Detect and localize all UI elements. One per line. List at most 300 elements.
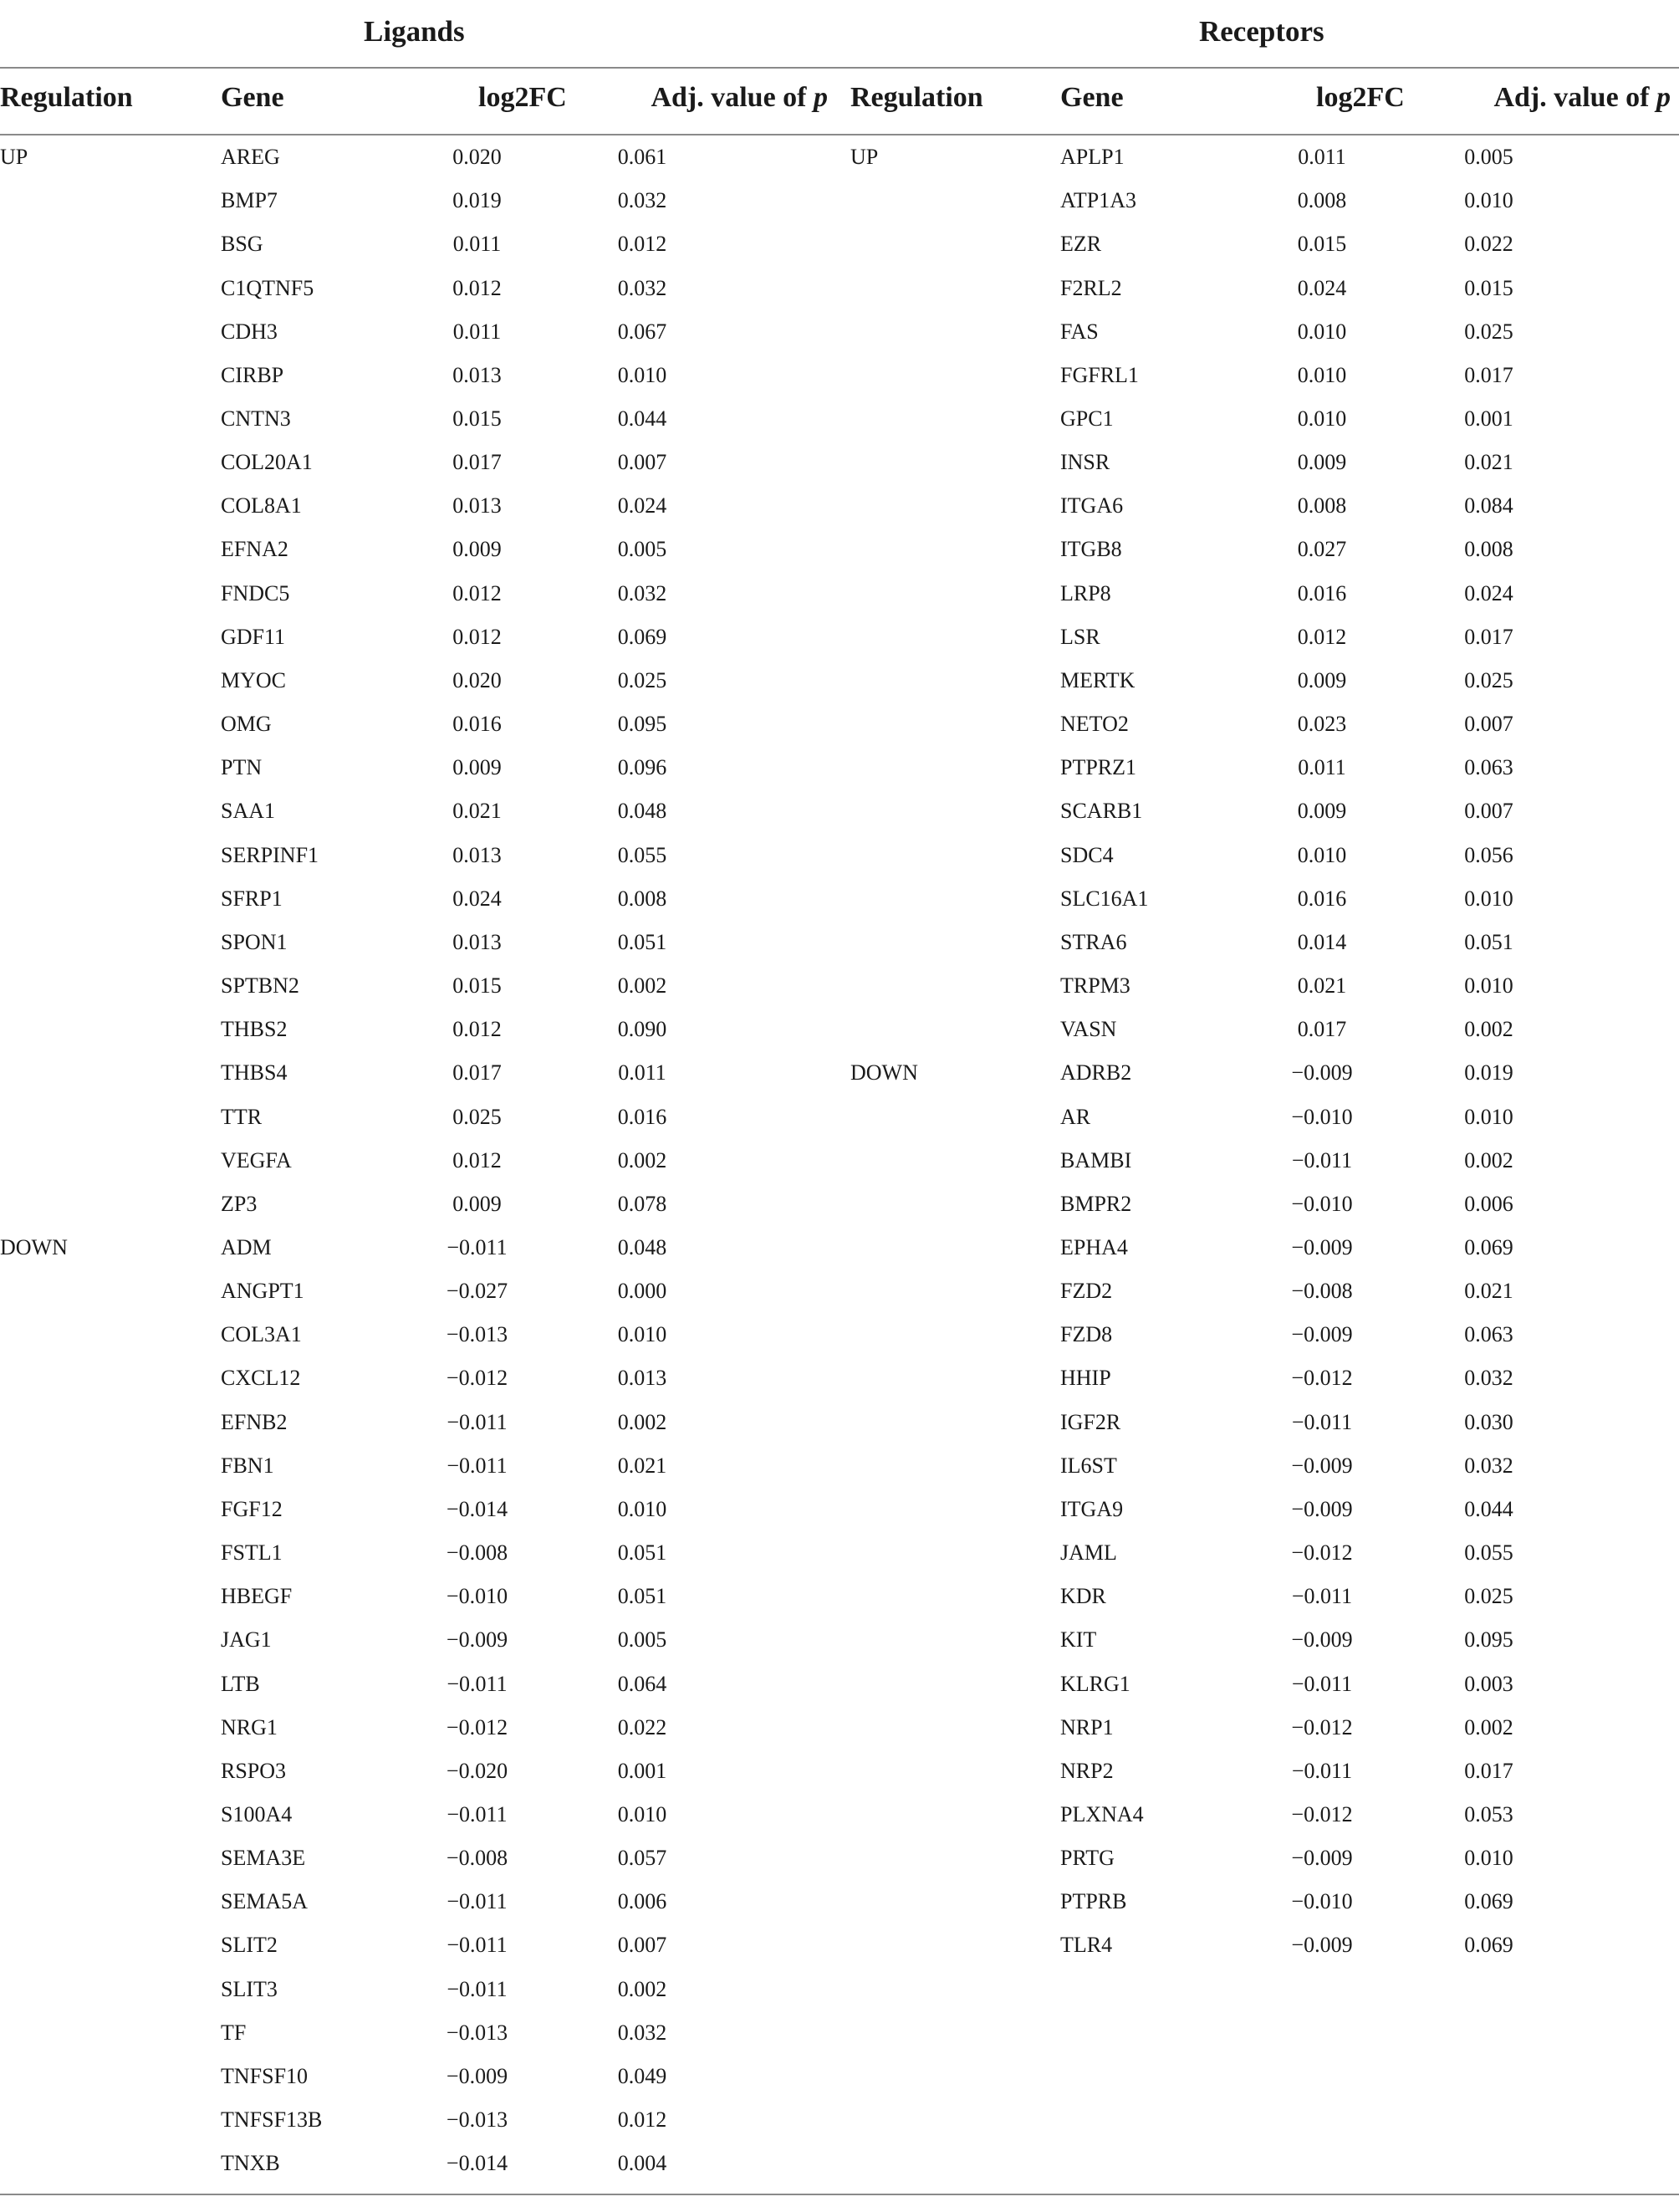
- receptors-gene-cell: GPC1: [1060, 406, 1114, 432]
- receptors-gene-cell: IL6ST: [1060, 1453, 1117, 1478]
- receptors-log2fc-cell: 0.009: [1297, 799, 1347, 824]
- receptors-log2fc-cell: −0.009: [1291, 1453, 1353, 1478]
- ligands-regulation-cell: UP: [0, 145, 28, 170]
- receptors-adj-p-cell: 0.084: [1464, 493, 1513, 519]
- ligands-adj-p-cell: 0.022: [617, 1714, 667, 1739]
- receptors-regulation-cell: [850, 1531, 1060, 1575]
- receptors-adj-p-cell: 0.003: [1464, 1671, 1513, 1696]
- column-gap: [747, 572, 850, 616]
- table-row: [0, 484, 1593, 528]
- receptors-adj-p-cell: 0.017: [1464, 362, 1513, 387]
- receptors-gene-cell: INSR: [1060, 450, 1110, 475]
- receptors-regulation-cell: [850, 572, 1060, 616]
- ligands-adj-p-cell: 0.005: [617, 1627, 667, 1653]
- receptors-gene-cell: BMPR2: [1060, 1191, 1132, 1216]
- ligands-regulation-cell: [0, 1662, 221, 1705]
- adj-p-label: Adj. value of: [651, 82, 807, 113]
- ligands-gene-cell: FGF12: [221, 1496, 283, 1521]
- receptors-regulation-cell: [850, 1488, 1060, 1531]
- ligands-regulation-cell: [0, 1444, 221, 1488]
- receptors-regulation-cell: [850, 1401, 1060, 1444]
- receptors-regulation-cell: [850, 1095, 1060, 1138]
- receptors-gene-cell: PTPRZ1: [1060, 755, 1137, 780]
- ligands-adj-p-cell: 0.010: [617, 1496, 667, 1521]
- ligands-gene-cell: BSG: [221, 232, 263, 257]
- receptors-gene-cell: SLC16A1: [1060, 886, 1149, 911]
- receptors-regulation-cell: [850, 877, 1060, 921]
- receptors-gene-cell: AR: [1060, 1104, 1091, 1129]
- ligands-regulation-cell: [0, 1837, 221, 1880]
- table-row: [0, 441, 1593, 484]
- ligands-log2fc-cell: 0.021: [452, 799, 502, 824]
- receptors-regulation-cell: [850, 1313, 1060, 1356]
- receptors-adj-p-cell: 0.024: [1464, 580, 1513, 605]
- receptors-adj-p-cell: 0.063: [1464, 1322, 1513, 1347]
- ligands-log2fc-cell: 0.013: [452, 493, 502, 519]
- receptors-gene-cell: STRA6: [1060, 929, 1127, 954]
- receptors-adj-p-cell: 0.069: [1464, 1234, 1513, 1259]
- receptors-log2fc-cell: −0.010: [1291, 1889, 1353, 1914]
- ligands-log2fc-cell: −0.011: [447, 1234, 508, 1259]
- ligands-regulation-cell: [0, 1051, 221, 1095]
- receptors-log2fc-cell: −0.010: [1291, 1104, 1353, 1129]
- table-row: [0, 266, 1593, 309]
- receptors-log2fc-cell: −0.008: [1291, 1279, 1353, 1304]
- ligands-log2fc-cell: 0.015: [452, 973, 502, 999]
- receptors-regulation-cell: [850, 1923, 1060, 1967]
- receptors-gene-cell: NETO2: [1060, 712, 1129, 737]
- receptors-adj-p-cell: 0.008: [1464, 537, 1513, 562]
- column-gap: [747, 746, 850, 789]
- receptors-regulation-cell: [850, 746, 1060, 789]
- ligands-gene-cell: COL8A1: [221, 493, 302, 519]
- ligands-adj-p-cell: 0.016: [617, 1104, 667, 1129]
- receptors-log2fc-cell: −0.012: [1291, 1802, 1353, 1827]
- col-header-gene-receptors: Gene: [1060, 82, 1124, 113]
- ligands-gene-cell: TNFSF10: [221, 2063, 309, 2088]
- receptors-adj-p-cell: 0.032: [1464, 1366, 1513, 1391]
- receptors-gene-cell: EZR: [1060, 232, 1102, 257]
- ligands-adj-p-cell: 0.012: [617, 232, 667, 257]
- receptors-log2fc-cell: 0.008: [1297, 188, 1347, 213]
- col-header-regulation-ligands: Regulation: [0, 82, 133, 113]
- table-row: [0, 1923, 1593, 1967]
- receptors-log2fc-cell: 0.024: [1297, 275, 1347, 300]
- receptors-gene-cell: KLRG1: [1060, 1671, 1130, 1696]
- ligands-adj-p-cell: 0.048: [617, 1234, 667, 1259]
- column-gap: [747, 1968, 850, 2011]
- receptors-regulation-cell: DOWN: [850, 1060, 918, 1086]
- ligands-adj-p-cell: 0.012: [617, 2107, 667, 2133]
- ligands-regulation-cell: [0, 1793, 221, 1837]
- receptors-regulation-cell: [850, 2142, 1060, 2185]
- receptors-adj-p-cell: [1385, 2055, 1593, 2098]
- ligands-regulation-cell: [0, 1488, 221, 1531]
- ligands-log2fc-cell: −0.012: [446, 1714, 508, 1739]
- column-gap: [747, 1793, 850, 1837]
- table-row: [0, 1401, 1593, 1444]
- ligands-gene-cell: TNFSF13B: [221, 2107, 323, 2133]
- receptors-gene-cell: TRPM3: [1060, 973, 1130, 999]
- ligands-regulation-cell: [0, 2055, 221, 2098]
- table-row: [0, 1095, 1593, 1138]
- receptors-regulation-cell: UP: [850, 145, 879, 170]
- receptors-regulation-cell: [850, 1750, 1060, 1793]
- ligands-log2fc-cell: 0.009: [452, 1191, 502, 1216]
- column-gap: [747, 1401, 850, 1444]
- receptors-log2fc-cell: 0.011: [1298, 755, 1346, 780]
- receptors-adj-p-cell: 0.010: [1464, 1104, 1513, 1129]
- receptors-adj-p-cell: 0.002: [1464, 1147, 1513, 1172]
- ligands-regulation-cell: [0, 2011, 221, 2055]
- ligands-regulation-cell: [0, 1183, 221, 1226]
- receptors-log2fc-cell: −0.012: [1291, 1366, 1353, 1391]
- receptors-adj-p-cell: 0.010: [1464, 973, 1513, 999]
- col-header-adj-p-receptors: [1493, 82, 1671, 114]
- receptors-regulation-cell: [850, 2011, 1060, 2055]
- ligands-adj-p-cell: 0.002: [617, 973, 667, 999]
- ligands-adj-p-cell: 0.061: [617, 145, 667, 170]
- table-row: [0, 1750, 1593, 1793]
- col-header-log2fc-ligands: log2FC: [478, 82, 567, 113]
- receptors-gene-cell: [1060, 2011, 1259, 2055]
- ligands-gene-cell: CXCL12: [221, 1366, 301, 1391]
- receptors-regulation-cell: [850, 179, 1060, 222]
- ligands-regulation-cell: [0, 1531, 221, 1575]
- receptors-adj-p-cell: 0.015: [1464, 275, 1513, 300]
- table-row: [0, 1356, 1593, 1400]
- table-row: [0, 1968, 1593, 2011]
- column-gap: [747, 1095, 850, 1138]
- column-gap: [747, 1923, 850, 1967]
- column-gap: [747, 1531, 850, 1575]
- ligands-log2fc-cell: 0.012: [452, 580, 502, 605]
- receptors-log2fc-cell: −0.009: [1291, 1322, 1353, 1347]
- ligands-gene-cell: C1QTNF5: [221, 275, 314, 300]
- ligands-regulation-cell: [0, 964, 221, 1008]
- ligands-regulation-cell: [0, 616, 221, 659]
- receptors-gene-cell: SDC4: [1060, 842, 1114, 867]
- column-gap: [747, 921, 850, 964]
- ligands-log2fc-cell: 0.013: [452, 842, 502, 867]
- top-rule: [0, 67, 1679, 69]
- ligands-gene-cell: FNDC5: [221, 580, 290, 605]
- receptors-log2fc-cell: [1259, 1968, 1385, 2011]
- ligands-regulation-cell: [0, 266, 221, 309]
- table-row: [0, 1139, 1593, 1183]
- column-gap: [747, 2098, 850, 2142]
- ligands-regulation-cell: [0, 528, 221, 571]
- receptors-regulation-cell: [850, 1706, 1060, 1750]
- table-row: [0, 2011, 1593, 2055]
- column-gap: [747, 2011, 850, 2055]
- ligands-adj-p-cell: 0.032: [617, 2020, 667, 2045]
- ligands-log2fc-cell: −0.010: [446, 1584, 508, 1609]
- column-gap: [747, 1662, 850, 1705]
- receptors-gene-cell: ITGA9: [1060, 1496, 1124, 1521]
- ligands-adj-p-cell: 0.007: [617, 450, 667, 475]
- ligands-gene-cell: LTB: [221, 1671, 260, 1696]
- table-row: [0, 789, 1593, 833]
- receptors-log2fc-cell: 0.027: [1297, 537, 1347, 562]
- ligands-gene-cell: GDF11: [221, 624, 286, 649]
- gene-table: [0, 135, 1593, 2185]
- receptors-log2fc-cell: 0.010: [1297, 319, 1347, 344]
- ligands-log2fc-cell: 0.017: [452, 450, 502, 475]
- ligands-regulation-cell: [0, 1139, 221, 1183]
- ligands-regulation-cell: [0, 310, 221, 354]
- ligands-log2fc-cell: 0.020: [452, 667, 502, 692]
- ligands-gene-cell: TTR: [221, 1104, 263, 1129]
- ligands-regulation-cell: [0, 1269, 221, 1313]
- ligands-log2fc-cell: −0.014: [446, 2151, 508, 2176]
- ligands-adj-p-cell: 0.069: [617, 624, 667, 649]
- receptors-log2fc-cell: −0.012: [1291, 1540, 1353, 1566]
- receptors-gene-cell: LRP8: [1060, 580, 1111, 605]
- receptors-gene-cell: MERTK: [1060, 667, 1135, 692]
- ligands-log2fc-cell: −0.013: [446, 2020, 508, 2045]
- ligands-adj-p-cell: 0.057: [617, 1846, 667, 1871]
- column-gap: [747, 484, 850, 528]
- table-row: [0, 834, 1593, 877]
- receptors-log2fc-cell: 0.012: [1297, 624, 1347, 649]
- column-gap: [747, 1008, 850, 1051]
- receptors-adj-p-cell: 0.001: [1464, 406, 1513, 432]
- table-row: [0, 1444, 1593, 1488]
- ligands-regulation-cell: [0, 921, 221, 964]
- receptors-log2fc-cell: 0.010: [1297, 842, 1347, 867]
- ligands-adj-p-cell: 0.006: [617, 1889, 667, 1914]
- ligands-gene-cell: ADM: [221, 1234, 272, 1259]
- ligands-log2fc-cell: −0.011: [447, 1933, 508, 1958]
- column-gap: [747, 1269, 850, 1313]
- ligands-gene-cell: SEMA5A: [221, 1889, 309, 1914]
- table-row: [0, 1051, 1593, 1095]
- receptors-log2fc-cell: 0.010: [1297, 362, 1347, 387]
- col-header-gene-ligands: Gene: [221, 82, 284, 113]
- table-row: [0, 746, 1593, 789]
- table-row: [0, 135, 1593, 179]
- receptors-adj-p-cell: [1385, 2142, 1593, 2185]
- column-gap: [747, 834, 850, 877]
- ligands-gene-cell: VEGFA: [221, 1147, 292, 1172]
- receptors-log2fc-cell: 0.017: [1297, 1017, 1347, 1042]
- receptors-regulation-cell: [850, 2055, 1060, 2098]
- receptors-gene-cell: VASN: [1060, 1017, 1117, 1042]
- ligands-gene-cell: TNXB: [221, 2151, 280, 2176]
- ligands-gene-cell: SERPINF1: [221, 842, 319, 867]
- ligands-log2fc-cell: −0.011: [447, 1453, 508, 1478]
- receptors-log2fc-cell: 0.016: [1297, 580, 1347, 605]
- receptors-log2fc-cell: 0.008: [1297, 493, 1347, 519]
- ligands-log2fc-cell: 0.024: [452, 886, 502, 911]
- ligands-log2fc-cell: −0.020: [446, 1758, 508, 1783]
- receptors-log2fc-cell: −0.009: [1291, 1627, 1353, 1653]
- ligands-gene-cell: RSPO3: [221, 1758, 287, 1783]
- ligands-adj-p-cell: 0.032: [617, 580, 667, 605]
- col-header-log2fc-receptors: log2FC: [1316, 82, 1405, 113]
- receptors-regulation-cell: [850, 441, 1060, 484]
- receptors-gene-cell: APLP1: [1060, 145, 1125, 170]
- ligands-log2fc-cell: 0.009: [452, 755, 502, 780]
- receptors-gene-cell: LSR: [1060, 624, 1100, 649]
- receptors-gene-cell: FZD2: [1060, 1279, 1113, 1304]
- ligands-gene-cell: NRG1: [221, 1714, 278, 1739]
- ligands-gene-cell: SFRP1: [221, 886, 283, 911]
- receptors-log2fc-cell: 0.015: [1297, 232, 1347, 257]
- table-row: [0, 1880, 1593, 1923]
- receptors-gene-cell: [1060, 2055, 1259, 2098]
- receptors-heading: Receptors: [1199, 15, 1324, 48]
- table-row: [0, 659, 1593, 702]
- receptors-regulation-cell: [850, 964, 1060, 1008]
- receptors-gene-cell: TLR4: [1060, 1933, 1113, 1958]
- column-gap: [747, 1051, 850, 1095]
- column-gap: [747, 397, 850, 441]
- receptors-adj-p-cell: 0.055: [1464, 1540, 1513, 1566]
- receptors-log2fc-cell: 0.014: [1297, 929, 1347, 954]
- receptors-log2fc-cell: 0.016: [1297, 886, 1347, 911]
- receptors-gene-cell: PLXNA4: [1060, 1802, 1144, 1827]
- receptors-adj-p-cell: 0.051: [1464, 929, 1513, 954]
- table-row: [0, 310, 1593, 354]
- ligands-adj-p-cell: 0.013: [617, 1366, 667, 1391]
- ligands-gene-cell: BMP7: [221, 188, 278, 213]
- receptors-log2fc-cell: −0.009: [1291, 1933, 1353, 1958]
- receptors-adj-p-cell: [1385, 1968, 1593, 2011]
- column-gap: [747, 1226, 850, 1269]
- receptors-gene-cell: FGFRL1: [1060, 362, 1139, 387]
- column-gap: [747, 789, 850, 833]
- receptors-regulation-cell: [850, 1793, 1060, 1837]
- ligands-adj-p-cell: 0.005: [617, 537, 667, 562]
- ligands-gene-cell: FBN1: [221, 1453, 274, 1478]
- ligands-regulation-cell: [0, 179, 221, 222]
- ligands-gene-cell: CIRBP: [221, 362, 284, 387]
- receptors-adj-p-cell: 0.095: [1464, 1627, 1513, 1653]
- ligands-gene-cell: SLIT3: [221, 1976, 278, 2001]
- receptors-regulation-cell: [850, 1356, 1060, 1400]
- receptors-gene-cell: ADRB2: [1060, 1060, 1132, 1086]
- receptors-log2fc-cell: −0.011: [1291, 1584, 1353, 1609]
- ligands-log2fc-cell: −0.009: [446, 1627, 508, 1653]
- receptors-regulation-cell: [850, 1662, 1060, 1705]
- ligands-adj-p-cell: 0.096: [617, 755, 667, 780]
- receptors-regulation-cell: [850, 1618, 1060, 1662]
- receptors-gene-cell: ATP1A3: [1060, 188, 1137, 213]
- bottom-rule: [0, 2194, 1679, 2195]
- ligands-log2fc-cell: 0.013: [452, 362, 502, 387]
- column-gap: [747, 1313, 850, 1356]
- ligands-adj-p-cell: 0.010: [617, 362, 667, 387]
- ligands-regulation-cell: [0, 1923, 221, 1967]
- ligands-regulation-cell: [0, 659, 221, 702]
- ligands-log2fc-cell: −0.013: [446, 1322, 508, 1347]
- ligands-gene-cell: COL3A1: [221, 1322, 302, 1347]
- table-row: [0, 1706, 1593, 1750]
- table-row: [0, 397, 1593, 441]
- column-gap: [747, 135, 850, 179]
- receptors-adj-p-cell: 0.010: [1464, 1846, 1513, 1871]
- ligands-log2fc-cell: −0.008: [446, 1846, 508, 1871]
- column-gap: [747, 179, 850, 222]
- ligands-log2fc-cell: 0.020: [452, 145, 502, 170]
- ligands-gene-cell: THBS2: [221, 1017, 288, 1042]
- receptors-regulation-cell: [850, 1008, 1060, 1051]
- ligands-adj-p-cell: 0.004: [617, 2151, 667, 2176]
- ligands-regulation-cell: [0, 484, 221, 528]
- receptors-log2fc-cell: −0.009: [1291, 1234, 1353, 1259]
- receptors-adj-p-cell: 0.056: [1464, 842, 1513, 867]
- receptors-gene-cell: [1060, 1968, 1259, 2011]
- receptors-gene-cell: SCARB1: [1060, 799, 1143, 824]
- receptors-log2fc-cell: −0.009: [1291, 1496, 1353, 1521]
- column-gap: [747, 1183, 850, 1226]
- ligands-adj-p-cell: 0.010: [617, 1802, 667, 1827]
- receptors-gene-cell: IGF2R: [1060, 1409, 1121, 1434]
- receptors-adj-p-cell: 0.025: [1464, 667, 1513, 692]
- receptors-adj-p-cell: 0.007: [1464, 799, 1513, 824]
- receptors-log2fc-cell: −0.009: [1291, 1060, 1353, 1086]
- table-row: [0, 1662, 1593, 1705]
- ligands-log2fc-cell: 0.019: [452, 188, 502, 213]
- adj-p-symbol: p: [1656, 82, 1671, 113]
- table-row: [0, 1793, 1593, 1837]
- ligands-regulation-cell: [0, 354, 221, 397]
- ligands-gene-cell: AREG: [221, 145, 280, 170]
- ligands-regulation-cell: [0, 789, 221, 833]
- ligands-adj-p-cell: 0.044: [617, 406, 667, 432]
- table-row: [0, 1226, 1593, 1269]
- receptors-gene-cell: NRP2: [1060, 1758, 1114, 1783]
- ligands-log2fc-cell: 0.017: [452, 1060, 502, 1086]
- ligands-adj-p-cell: 0.090: [617, 1017, 667, 1042]
- ligands-regulation-cell: [0, 1750, 221, 1793]
- ligands-gene-cell: PTN: [221, 755, 263, 780]
- receptors-adj-p-cell: 0.002: [1464, 1714, 1513, 1739]
- receptors-gene-cell: ITGA6: [1060, 493, 1124, 519]
- ligands-regulation-cell: [0, 2098, 221, 2142]
- table-row: [0, 222, 1593, 266]
- table-row: [0, 572, 1593, 616]
- receptors-gene-cell: BAMBI: [1060, 1147, 1132, 1172]
- ligands-gene-cell: TF: [221, 2020, 247, 2045]
- receptors-gene-cell: KIT: [1060, 1627, 1097, 1653]
- ligands-log2fc-cell: −0.027: [446, 1279, 508, 1304]
- ligands-heading: Ligands: [364, 15, 465, 48]
- receptors-adj-p-cell: 0.025: [1464, 319, 1513, 344]
- ligands-gene-cell: CNTN3: [221, 406, 291, 432]
- receptors-adj-p-cell: 0.006: [1464, 1191, 1513, 1216]
- receptors-gene-cell: [1060, 2098, 1259, 2142]
- ligands-regulation-cell: [0, 877, 221, 921]
- receptors-regulation-cell: [850, 921, 1060, 964]
- table-row: [0, 528, 1593, 571]
- ligands-regulation-cell: [0, 1968, 221, 2011]
- table-row: [0, 1618, 1593, 1662]
- ligands-regulation-cell: [0, 1880, 221, 1923]
- ligands-log2fc-cell: −0.011: [447, 1802, 508, 1827]
- ligands-log2fc-cell: 0.011: [452, 232, 502, 257]
- receptors-regulation-cell: [850, 702, 1060, 746]
- table-row: [0, 2055, 1593, 2098]
- receptors-adj-p-cell: 0.030: [1464, 1409, 1513, 1434]
- receptors-regulation-cell: [850, 310, 1060, 354]
- receptors-log2fc-cell: −0.011: [1291, 1758, 1353, 1783]
- receptors-regulation-cell: [850, 1444, 1060, 1488]
- ligands-adj-p-cell: 0.078: [617, 1191, 667, 1216]
- receptors-regulation-cell: [850, 354, 1060, 397]
